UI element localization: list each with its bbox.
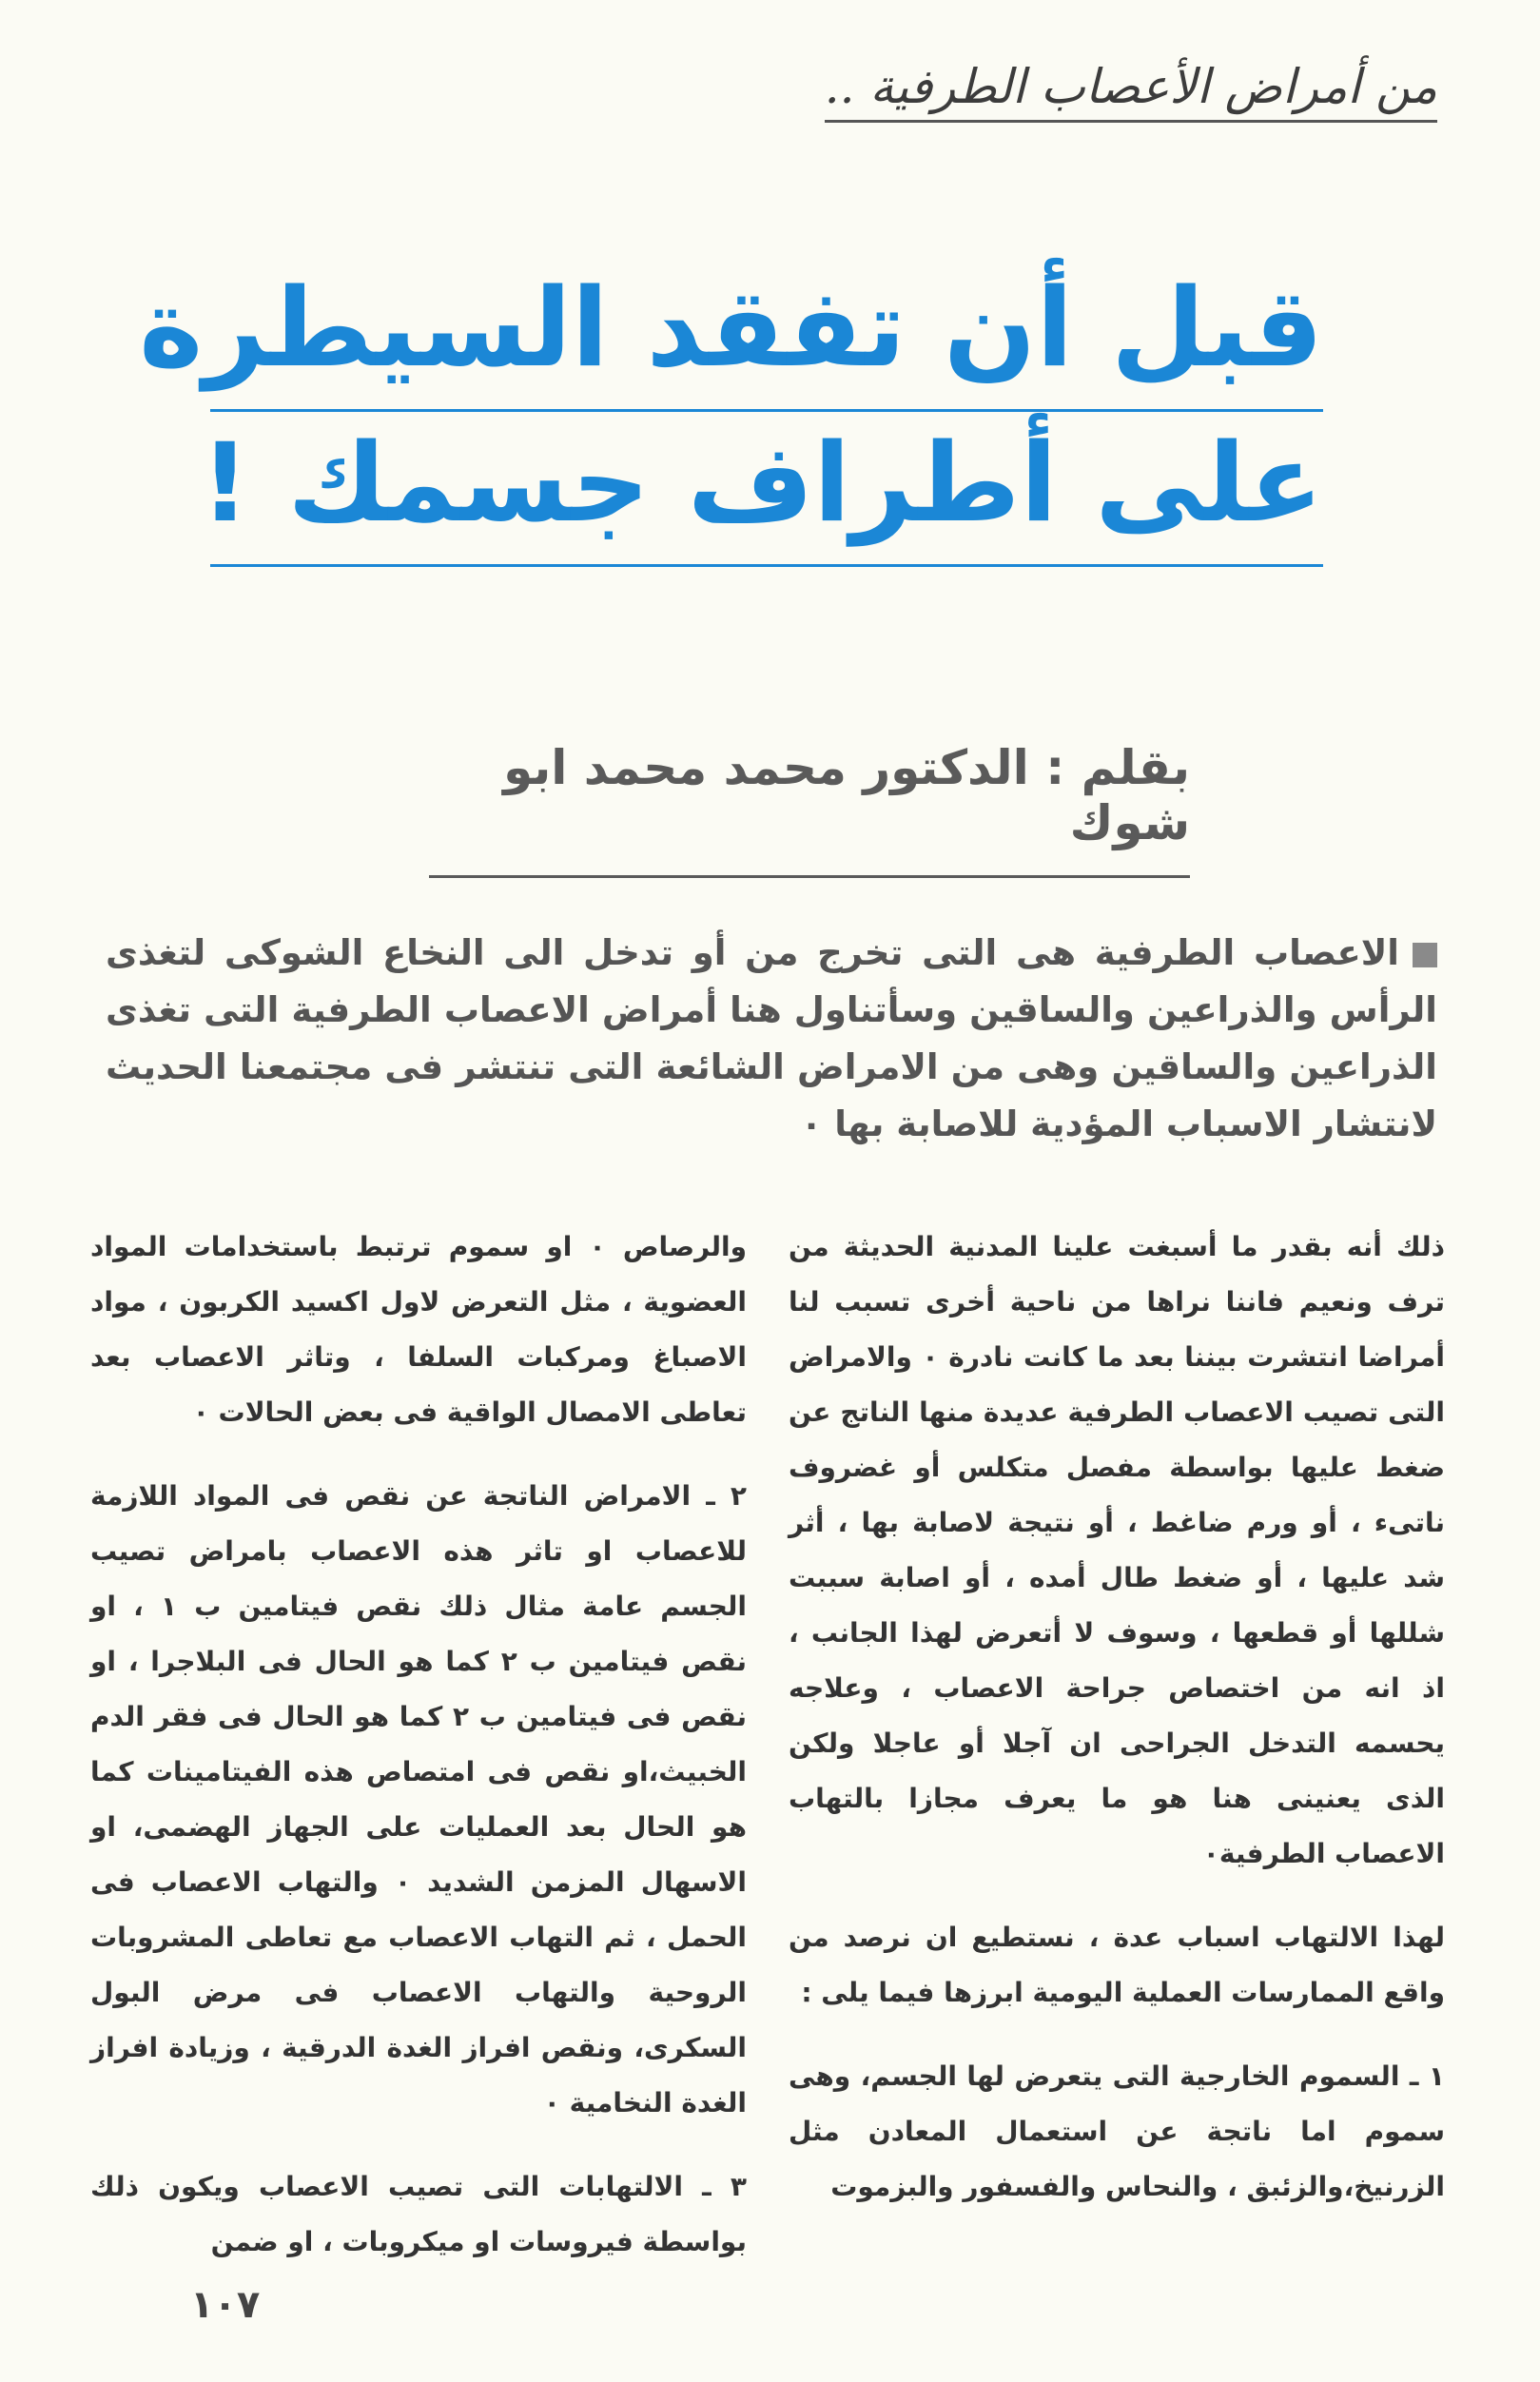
intro-paragraph — [106, 925, 1437, 1153]
paragraph: لهذا الالتهاب اسباب عدة ، نستطيع ان نرصد من واقع الممارسات العملية اليومية ابرزها فيما يلى : — [789, 1922, 1445, 2008]
paragraph: ١ ـ السموم الخارجية التى يتعرض لها الجسم، وهى سموم اما ناتجة عن استعمال المعادن مثل الزرنيخ،والزئبق ، والنحاس والفسفور والبزموت — [789, 2060, 1445, 2202]
author-byline: بقلم : الدكتور محمد محمد ابو شوك — [429, 740, 1190, 878]
article-column-right — [789, 1220, 1445, 2243]
headline-line-2: على أطراف جسمك ! — [210, 412, 1323, 567]
page-number: ١٠٧ — [190, 2283, 261, 2327]
paragraph: والرصاص ٠ او سموم ترتبط باستخدامات المواد العضوية ، مثل التعرض لاول اكسيد الكربون ، مواد الاصباغ ومركبات السلفا ، وتاثر الاعصاب بعد تعاطى الامصال الواقية فى بعض الحالات ٠ — [90, 1231, 747, 1428]
article-column-left — [90, 1220, 747, 2298]
headline — [139, 257, 1323, 567]
paragraph: ٣ ـ الالتهابات التى تصيب الاعصاب ويكون ذلك بواسطة فيروسات او ميكروبات ، او ضمن — [90, 2171, 747, 2257]
intro-text: الاعصاب الطرفية هى التى تخرج من أو تدخل الى النخاع الشوكى لتغذى الرأس والذراعين والساقين وسأتناول هنا أمراض الاعصاب الطرفية التى تغذى الذراعين والساقين وهى من الامراض الشائعة التى تنتشر فى مجتمعنا الحديث لانتشار الاسباب المؤدية للاصابة بها ٠ — [106, 932, 1437, 1144]
headline-line-1: قبل أن تفقد السيطرة — [210, 257, 1323, 412]
square-bullet-icon — [1413, 943, 1437, 967]
section-label: من أمراض الأعصاب الطرفية .. — [825, 59, 1437, 123]
paragraph: ذلك أنه بقدر ما أسبغت علينا المدنية الحديثة من ترف ونعيم فاننا نراها من ناحية أخرى تسبب لنا أمراضا انتشرت بيننا بعد ما كانت نادرة ٠ والامراض التى تصيب الاعصاب الطرفية عديدة منها الناتج عن ضغط عليها بواسطة مفصل متكلس أو غضروف ناتىء ، أو ورم ضاغط ، أو نتيجة لاصابة بها ، أثر شد عليها ، أو ضغط طال أمده ، أو اصابة سببت شللها أو قطعها ، وسوف لا أتعرض لهذا الجانب ، اذ انه من اختصاص جراحة الاعصاب ، وعلاجه يحسمه التدخل الجراحى ان آجلا أو عاجلا ولكن الذى يعنينى هنا هو ما يعرف مجازا بالتهاب الاعصاب الطرفية٠ — [789, 1231, 1445, 1869]
paragraph: ٢ ـ الامراض الناتجة عن نقص فى المواد اللازمة للاعصاب او تاثر هذه الاعصاب بامراض تصيب الجسم عامة مثال ذلك نقص فيتامين ب ١ ، او نقص فيتامين ب ٢ كما هو الحال فى البلاجرا ، او نقص فى فيتامين ب ٢ كما هو الحال فى فقر الدم الخبيث،او نقص فى امتصاص هذه الفيتامينات كما هو الحال بعد العمليات على الجهاز الهضمى، او الاسهال المزمن الشديد ٠ والتهاب الاعصاب فى الحمل ، ثم التهاب الاعصاب مع تعاطى المشروبات الروحية والتهاب الاعصاب فى مرض البول السكرى، ونقص افراز الغدة الدرقية ، وزيادة افراز الغدة النخامية ٠ — [90, 1480, 748, 2118]
